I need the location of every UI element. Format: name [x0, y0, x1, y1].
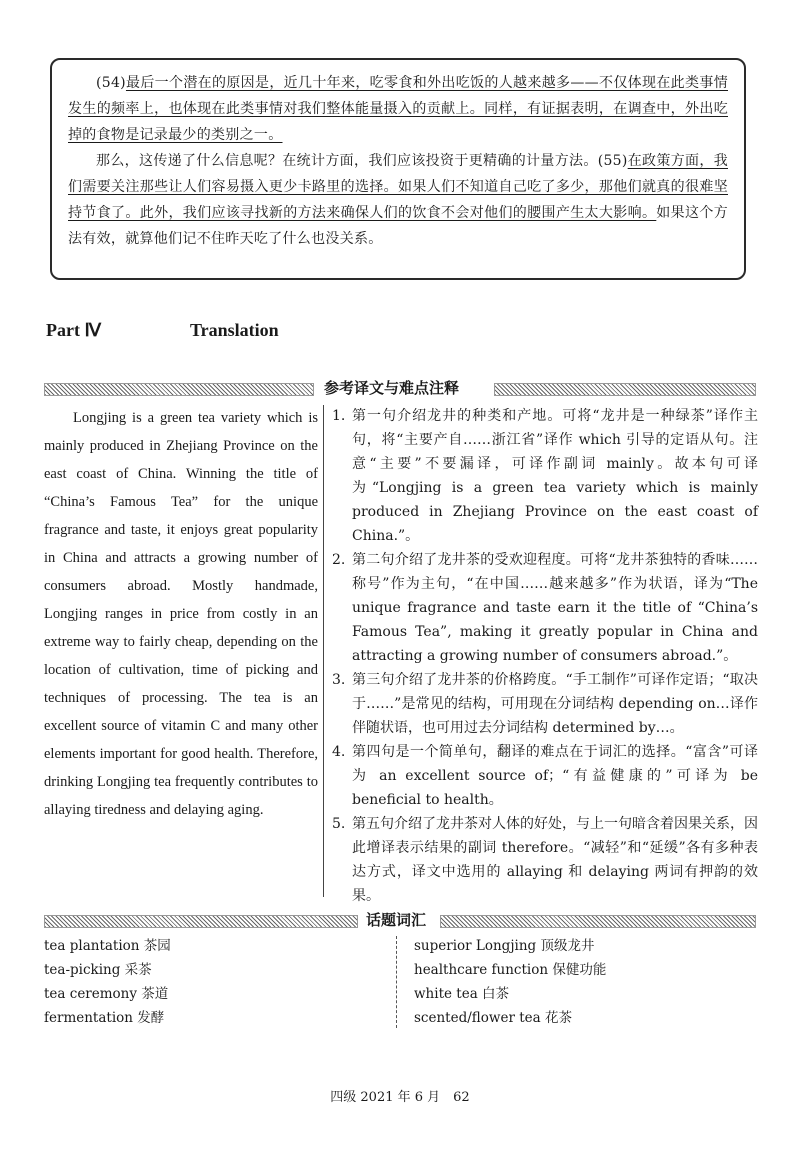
note-item — [332, 740, 758, 812]
banner-hatch-right — [494, 383, 756, 396]
part-label: Part Ⅳ — [46, 320, 102, 340]
note-text: 第三句介绍了龙井茶的价格跨度。“手工制作”可译作定语；“取决于……”是常见的结构，可用现在分词结构 depending on…译作伴随状语，也可用过去分词结构 determined by…。 — [352, 672, 758, 736]
note-number: 3. — [332, 672, 346, 688]
vocab-item: tea-picking 采茶 — [44, 962, 152, 978]
exercise-passage-box — [50, 58, 746, 280]
note-number: 5. — [332, 816, 346, 832]
note-text: 第五句介绍了龙井茶对人体的好处，与上一句暗含着因果关系，因此增译表示结果的副词 therefore。“减轻”和“延缓”各有多种表达方式，译文中选用的 allaying 和 delaying 两词有押韵的效果。 — [352, 816, 758, 904]
note-number: 2. — [332, 552, 346, 568]
vocab-item: tea ceremony 茶道 — [44, 986, 169, 1002]
passage-paragraph-2 — [68, 148, 728, 252]
passage-tail-text: 如果这个方法有效，就算他们记不住昨天吃了什么也没关系。 — [68, 205, 728, 247]
part-heading — [46, 320, 279, 341]
banner-hatch-left — [44, 915, 358, 928]
question-number-55: (55) — [597, 153, 628, 169]
translation-paragraph: Longjing is a green tea variety which is mainly produced in Zhejiang Province on the east coast of China. Winning the title of “China’s Famous Tea” for the unique fragrance and taste, it enjoys great popularity in China and attracts a growing number of consumers abroad. Mostly handmade, Longjing ranges in price from costly in an extreme way to fairly cheap, depending on the location of cultivation, time of picking and techniques of processing. The tea is an excellent source of vitamin C and many other elements important for good health. Therefore, drinking Longjing tea frequently contributes to allaying tiredness and delaying aging. — [44, 410, 318, 818]
note-text: 第一句介绍龙井的种类和产地。可将“龙井是一种绿茶”译作主句，将“主要产自……浙江省”译作 which 引导的定语从句。注意“主要”不要漏译，可译作副词 mainly。故本句可译为“Longjing is a green tea variety which is mainly produced in Zhejiang Province on the east coast of China.”。 — [352, 408, 758, 544]
column-divider — [323, 405, 324, 897]
vocab-item: tea plantation 茶园 — [44, 938, 171, 954]
vocab-banner — [44, 912, 756, 928]
note-number: 1. — [332, 408, 346, 424]
vocab-list-left — [44, 934, 171, 1030]
note-text: 第四句是一个简单句，翻译的难点在于词汇的选择。“富含”可译为 an excellent source of；“有益健康的”可译为 be beneficial to health。 — [352, 744, 758, 808]
underlined-sentence-54: 最后一个潜在的原因是，近几十年来，吃零食和外出吃饭的人越来越多——不仅体现在此类事情发生的频率上，也体现在此类事情对我们整体能量摄入的贡献上。同样，有证据表明，在调查中，外出吃掉的食物是记录最少的类别之一。 — [68, 75, 728, 143]
translation-notes — [332, 404, 758, 908]
vocab-item: superior Longjing 顶级龙井 — [414, 938, 595, 954]
note-text: 第二句介绍了龙井茶的受欢迎程度。可将“龙井茶独特的香味……称号”作为主句，“在中国……越来越多”作为状语，译为“The unique fragrance and taste earn it the title of “China’s Famous Tea”, making it greatly popular in China and attracting a growing number of consumers abroad.”。 — [352, 552, 758, 664]
part-title: Translation — [190, 320, 279, 340]
note-item — [332, 812, 758, 908]
note-item — [332, 548, 758, 668]
banner-hatch-right — [440, 915, 756, 928]
note-item — [332, 668, 758, 740]
vocab-item: fermentation 发酵 — [44, 1010, 165, 1026]
question-number-54: (54) — [96, 75, 126, 91]
vocab-banner-label: 话题词汇 — [366, 911, 427, 929]
underlined-sentence-55: 在政策方面，我们需要关注那些让人们容易摄入更少卡路里的选择。如果人们不知道自己吃了多少，那他们就真的很难坚持节食了。此外，我们应该寻找新的方法来确保人们的饮食不会对他们的腰围产生太大影响。 — [68, 153, 728, 221]
vocab-divider — [396, 936, 397, 1028]
note-item — [332, 404, 758, 548]
vocab-item: healthcare function 保健功能 — [414, 962, 607, 978]
reference-translation — [44, 404, 318, 824]
vocab-item: scented/flower tea 花茶 — [414, 1010, 572, 1026]
reference-banner — [44, 380, 756, 396]
reference-banner-label: 参考译文与难点注释 — [324, 379, 460, 397]
vocab-list-right — [414, 934, 606, 1030]
passage-lead-text: 那么，这传递了什么信息呢？在统计方面，我们应该投资于更精确的计量方法。 — [96, 153, 598, 169]
page-footer: 四级 2021 年 6 月 62 — [330, 1090, 470, 1105]
banner-hatch-left — [44, 383, 314, 396]
vocab-item: white tea 白茶 — [414, 986, 510, 1002]
passage-paragraph-1 — [68, 70, 728, 148]
note-number: 4. — [332, 744, 346, 760]
